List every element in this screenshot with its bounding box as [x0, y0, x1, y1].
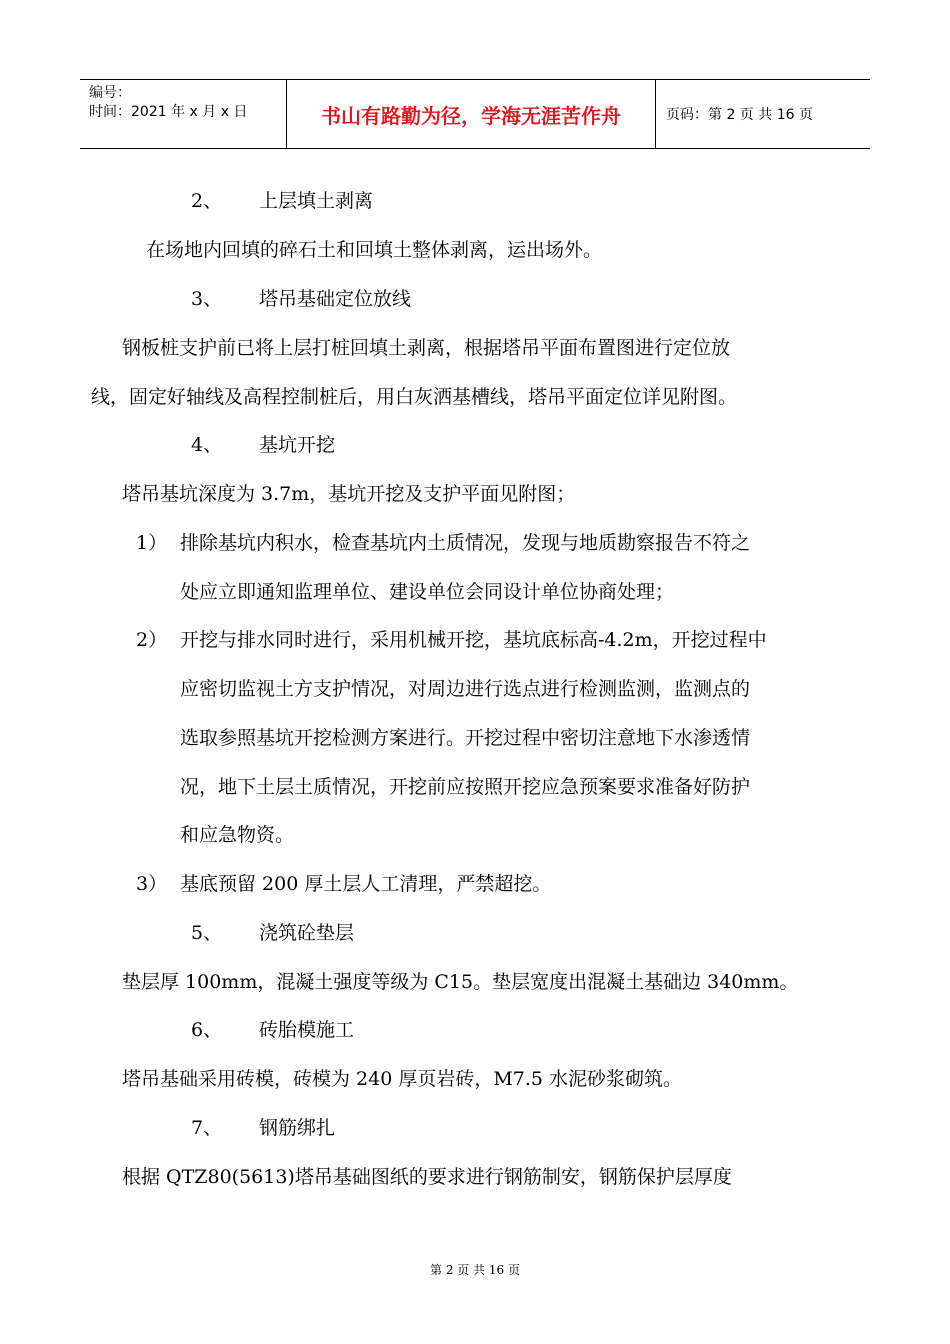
paragraph-line: 钢板桩支护前已将上层打桩回填土剥离，根据塔吊平面布置图进行定位放 — [122, 337, 731, 359]
paragraph-line: 塔吊基础采用砖模，砖模为 240 厚页岩砖，M7.5 水泥砂浆砌筑。 — [122, 1068, 683, 1090]
section-title: 塔吊基础定位放线 — [259, 288, 412, 310]
section-title: 钢筋绑扎 — [259, 1117, 336, 1139]
list-item-line: 应密切监视土方支护情况，对周边进行选点进行检测监测，监测点的 — [180, 678, 751, 700]
doc-time-label: 时间：2021 年 x 月 x 日 — [89, 104, 248, 120]
section-number: 3、 — [191, 288, 223, 310]
section-number: 2、 — [191, 190, 223, 212]
list-item-number: 1） — [136, 532, 168, 554]
list-item-number: 3） — [136, 873, 168, 895]
list-item-line: 选取参照基坑开挖检测方案进行。开挖过程中密切注意地下水渗透情 — [180, 727, 751, 749]
list-item-number: 2） — [136, 629, 168, 651]
header-page-info: 页码：第 2 页 共 16 页 — [666, 107, 813, 123]
list-item-line: 况，地下土层土质情况，开挖前应按照开挖应急预案要求准备好防护 — [180, 776, 751, 798]
section-number: 5、 — [191, 922, 223, 944]
paragraph-line: 线，固定好轴线及高程控制桩后，用白灰洒基槽线，塔吊平面定位详见附图。 — [91, 386, 738, 408]
list-item-line: 处应立即通知监理单位、建设单位会同设计单位协商处理； — [180, 581, 675, 603]
paragraph-line: 塔吊基坑深度为 3.7m，基坑开挖及支护平面见附图； — [122, 483, 576, 505]
list-item-line: 和应急物资。 — [180, 824, 295, 846]
list-item-line: 排除基坑内积水，检查基坑内土质情况，发现与地质勘察报告不符之 — [180, 532, 751, 554]
list-item-line: 基底预留 200 厚土层人工清理，严禁超挖。 — [180, 873, 552, 895]
doc-number-label: 编号： — [89, 85, 131, 101]
section-number: 4、 — [191, 434, 223, 456]
header-meta — [80, 80, 286, 148]
section-title: 砖胎模施工 — [259, 1019, 355, 1041]
paragraph-line: 根据 QTZ80(5613)塔吊基础图纸的要求进行钢筋制安，钢筋保护层厚度 — [122, 1166, 732, 1188]
section-title: 基坑开挖 — [259, 434, 336, 456]
list-item-line: 开挖与排水同时进行，采用机械开挖，基坑底标高-4.2m，开挖过程中 — [180, 629, 767, 651]
header-motto: 书山有路勤为径，学海无涯苦作舟 — [286, 80, 656, 148]
section-number: 7、 — [191, 1117, 223, 1139]
paragraph-line: 在场地内回填的碎石土和回填土整体剥离，运出场外。 — [146, 239, 603, 261]
page-footer: 第 2 页 共 16 页 — [430, 1263, 520, 1277]
section-title: 上层填土剥离 — [259, 190, 374, 212]
paragraph-line: 垫层厚 100mm，混凝土强度等级为 C15。垫层宽度出混凝土基础边 340mm。 — [122, 971, 799, 993]
page-header — [80, 79, 870, 149]
section-title: 浇筑砼垫层 — [259, 922, 355, 944]
section-number: 6、 — [191, 1019, 223, 1041]
